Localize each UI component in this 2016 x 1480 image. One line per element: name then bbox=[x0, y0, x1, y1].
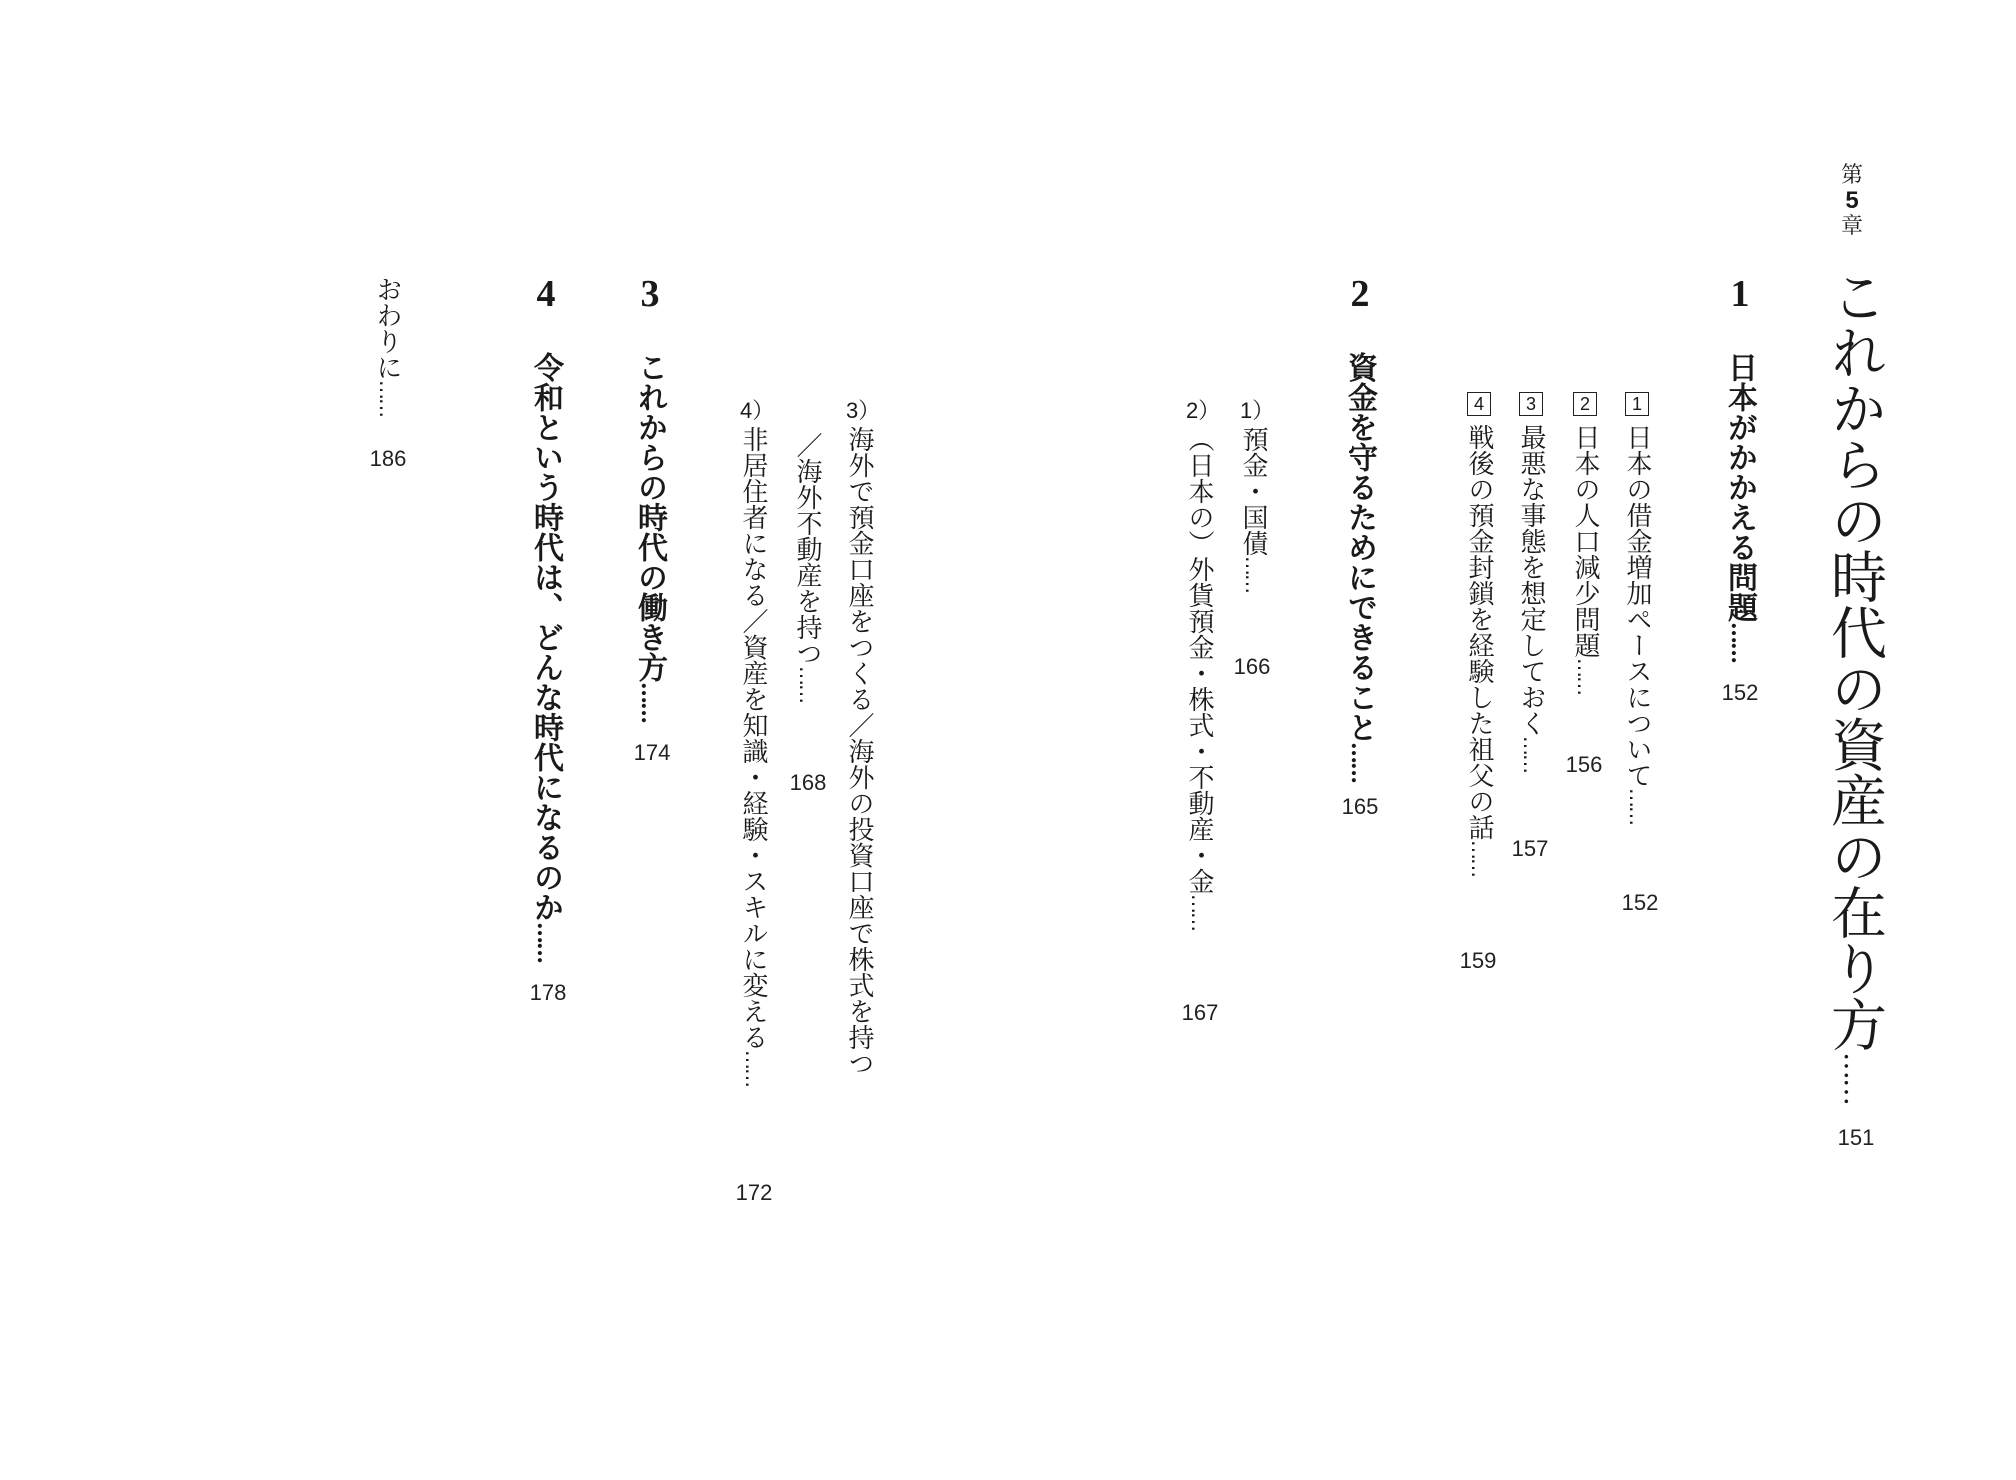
subsection-marker: 2） bbox=[1186, 398, 1221, 423]
page-number: 168 bbox=[789, 770, 827, 795]
section-title: 資金を守るためにできること bbox=[1342, 352, 1377, 742]
section-entry[interactable] bbox=[632, 352, 667, 722]
page-number: 166 bbox=[1233, 654, 1271, 679]
closing-entry[interactable] bbox=[374, 276, 400, 416]
leader-dots: …… bbox=[1838, 1052, 1871, 1104]
page-number: 167 bbox=[1181, 1000, 1219, 1025]
subsection-title-continued: ／海外不動産を持つ bbox=[792, 432, 822, 666]
section-title: 日本がかかえる問題 bbox=[1722, 352, 1757, 622]
leader-dots: …… bbox=[1625, 788, 1649, 824]
section-entry[interactable] bbox=[1722, 352, 1757, 662]
section-entry[interactable] bbox=[528, 352, 563, 962]
subsection-title: 最悪な事態を想定しておく bbox=[1516, 424, 1546, 736]
page-number: 151 bbox=[1837, 1125, 1875, 1150]
page-number: 165 bbox=[1341, 794, 1379, 819]
subsection-entry[interactable] bbox=[844, 398, 881, 1076]
subsection-title: 戦後の預金封鎖を経験した祖父の話 bbox=[1464, 424, 1494, 840]
closing-title: おわりに bbox=[372, 276, 402, 380]
leader-dots: …… bbox=[532, 922, 558, 962]
page-number: 152 bbox=[1721, 680, 1759, 705]
subsection-marker: 3） bbox=[846, 398, 881, 423]
subsection-marker: 1 bbox=[1625, 392, 1649, 416]
subsection-title: 海外で預金口座をつくる／海外の投資口座で株式を持つ bbox=[844, 426, 874, 1076]
leader-dots: …… bbox=[1187, 894, 1211, 930]
subsection-entry[interactable] bbox=[738, 398, 775, 1086]
subsection-title: 日本の人口減少問題 bbox=[1570, 424, 1600, 658]
leader-dots: …… bbox=[1573, 658, 1597, 694]
subsection-entry[interactable] bbox=[1238, 398, 1275, 592]
subsection-entry[interactable] bbox=[1624, 392, 1650, 824]
subsection-entry[interactable] bbox=[1466, 392, 1492, 876]
leader-dots: …… bbox=[1467, 840, 1491, 876]
section-entry[interactable] bbox=[1342, 352, 1377, 782]
leader-dots: …… bbox=[1346, 742, 1372, 782]
subsection-marker: 2 bbox=[1573, 392, 1597, 416]
leader-dots: …… bbox=[795, 666, 819, 702]
subsection-entry-continued[interactable] bbox=[794, 432, 820, 702]
page-number: 152 bbox=[1621, 890, 1659, 915]
page-number: 178 bbox=[529, 980, 567, 1005]
chapter-label-bottom: 章 bbox=[1840, 213, 1863, 239]
section-title: これからの時代の働き方 bbox=[632, 352, 667, 682]
subsection-entry[interactable] bbox=[1184, 398, 1221, 930]
leader-dots: …… bbox=[636, 682, 662, 722]
chapter-number: 5 bbox=[1845, 187, 1859, 215]
section-number: 3 bbox=[640, 273, 660, 315]
chapter-label bbox=[1836, 164, 1868, 239]
page-number: 186 bbox=[369, 446, 407, 471]
page-number: 174 bbox=[633, 740, 671, 765]
leader-dots: …… bbox=[1726, 622, 1752, 662]
section-number: 4 bbox=[536, 273, 556, 315]
leader-dots: …… bbox=[375, 380, 399, 416]
page-number: 156 bbox=[1565, 752, 1603, 777]
leader-dots: …… bbox=[1241, 556, 1265, 592]
subsection-marker: 1） bbox=[1240, 398, 1275, 423]
subsection-entry[interactable] bbox=[1518, 392, 1544, 772]
section-number: 2 bbox=[1350, 273, 1370, 315]
subsection-title: 預金・国債 bbox=[1238, 426, 1268, 556]
chapter-title-entry[interactable] bbox=[1822, 268, 1887, 1104]
page-number: 159 bbox=[1459, 948, 1497, 973]
chapter-title: これからの時代の資産の在り方 bbox=[1822, 268, 1887, 1052]
page-number: 157 bbox=[1511, 836, 1549, 861]
section-title: 令和という時代は、どんな時代になるのか bbox=[528, 352, 563, 922]
chapter-label-top: 第 bbox=[1840, 163, 1863, 188]
subsection-title: （日本の）外貨預金・株式・不動産・金 bbox=[1184, 426, 1214, 894]
subsection-entry[interactable] bbox=[1572, 392, 1598, 694]
leader-dots: …… bbox=[741, 1050, 765, 1086]
subsection-marker: 4 bbox=[1467, 392, 1491, 416]
leader-dots: …… bbox=[1519, 736, 1543, 772]
subsection-title: 日本の借金増加ペースについて bbox=[1622, 424, 1652, 788]
page-number: 172 bbox=[735, 1180, 773, 1205]
section-number: 1 bbox=[1730, 273, 1750, 315]
subsection-marker: 4） bbox=[740, 398, 775, 423]
subsection-marker: 3 bbox=[1519, 392, 1543, 416]
subsection-title: 非居住者になる／資産を知識・経験・スキルに変える bbox=[738, 426, 768, 1050]
